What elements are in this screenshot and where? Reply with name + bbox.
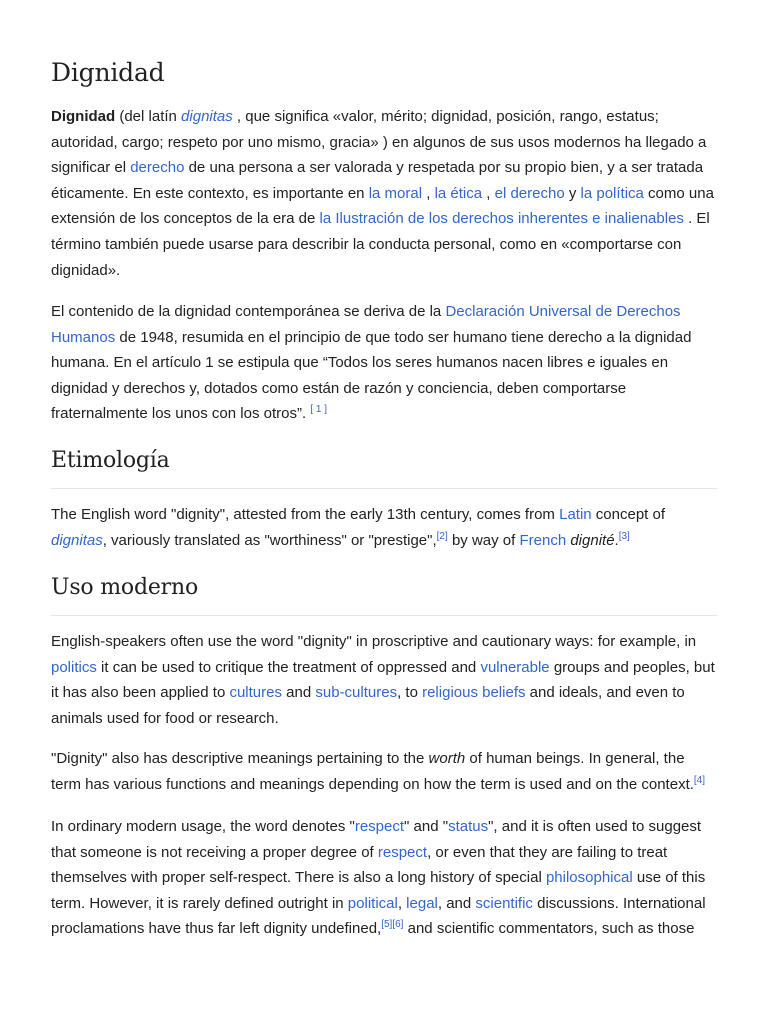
uso-paragraph-2 — [51, 746, 717, 797]
link-political[interactable]: political — [347, 894, 398, 912]
link-la-politica[interactable]: la política — [580, 184, 644, 202]
text: concept of — [591, 506, 666, 523]
etimologia-paragraph — [51, 502, 717, 553]
ref-link-2[interactable]: [2] — [436, 530, 448, 542]
link-dignitas-2[interactable] — [51, 532, 103, 549]
text: de una persona a ser valorada y respetada por su propio bien, y a ser tratada éticamente. En este contexto, es importante en — [51, 159, 704, 202]
link-sub-cultures[interactable]: sub-cultures — [315, 684, 398, 702]
text: , variously translated as "worthiness" or "prestige", — [102, 531, 437, 549]
text: by way of — [447, 531, 520, 549]
text: ", and it is often used to suggest that someone is not receiving a proper degree of — [51, 818, 702, 861]
text: and scientific commentators, such as those — [403, 920, 695, 938]
text: of human beings. In general, the term has various functions and meanings depending on how the term is used and on the context. — [51, 750, 694, 793]
link-la-moral[interactable]: la moral — [368, 184, 423, 202]
uso-paragraph-1 — [51, 629, 717, 731]
text: and ideals, and even to animals used for food or research. — [51, 684, 685, 727]
link-el-derecho[interactable]: el derecho — [494, 184, 565, 202]
ref-link-4[interactable]: [4] — [693, 774, 706, 786]
link-vulnerable[interactable]: vulnerable — [480, 658, 550, 676]
text: English-speakers often use the word "dignity" in proscriptive and cautionary ways: for example, in — [51, 633, 697, 650]
text: In ordinary modern usage, the word denotes " — [51, 818, 355, 835]
heading-uso-moderno: Uso moderno — [51, 573, 717, 616]
link-latin[interactable]: Latin — [559, 506, 592, 523]
reference-2 — [437, 531, 448, 542]
text: como una extensión de los conceptos de la era de — [51, 184, 714, 228]
reference-1 — [310, 404, 327, 415]
bold-term: Dignidad — [51, 108, 116, 125]
link-cultures[interactable]: cultures — [229, 684, 282, 702]
text: use of this term. However, it is rarely defined outright in — [51, 869, 706, 912]
link-french[interactable]: French — [519, 531, 567, 549]
text: , — [397, 894, 407, 912]
intro-paragraph-1 — [51, 104, 717, 283]
link-scientific[interactable]: scientific — [475, 894, 533, 912]
link-dignitas[interactable] — [181, 108, 233, 125]
ref-link-1[interactable]: [ 1 ] — [310, 404, 327, 416]
link-status[interactable]: status — [448, 818, 489, 835]
link-politics[interactable]: politics — [51, 658, 97, 676]
text: and — [282, 684, 316, 702]
reference-5-6 — [381, 919, 403, 930]
text: El contenido de la dignidad contemporánea se deriva de la — [51, 303, 446, 320]
italic-term: worth — [428, 750, 466, 767]
text: , — [422, 184, 435, 202]
text: . El término también puede usarse para describir la conducta personal, como en «comportarse con dignidad». — [51, 210, 710, 279]
link-label: dignitas — [181, 108, 233, 125]
link-label: dignitas — [51, 531, 103, 549]
text: y — [564, 184, 581, 202]
text: , que significa «valor, mérito; dignidad, posición, rango, estatus; autoridad, cargo; respeto por uno mismo, gracia» ) en algunos de sus usos modernos ha llegado a significar el — [51, 108, 707, 177]
ref-link-5-6[interactable]: [5][6] — [381, 919, 404, 931]
text: it can be used to critique the treatment of oppressed and — [96, 658, 481, 676]
uso-paragraph-3 — [51, 814, 717, 942]
link-religious-beliefs[interactable]: religious beliefs — [422, 684, 526, 702]
text: " and " — [404, 818, 449, 835]
link-ilustracion[interactable]: la Ilustración de los derechos inherentes e inalienables — [319, 210, 684, 228]
text: , to — [397, 684, 423, 702]
text: groups and peoples, but it has also been applied to — [51, 658, 715, 702]
text: de 1948, resumida en el principio de que todo ser humano tiene derecho a la dignidad humana. En el artículo 1 se estipula que “Todos los seres humanos nacen libres e iguales en dignidad y derechos y, dotados como están de razón y conciencia, deben comportarse fraternalmente los unos con los otros”. — [51, 328, 692, 423]
text: , — [482, 184, 495, 202]
link-respect-2[interactable]: respect — [377, 843, 428, 861]
link-la-etica[interactable]: la ética — [434, 184, 483, 202]
text: , and — [437, 894, 476, 912]
link-respect[interactable]: respect — [354, 818, 405, 835]
text: , or even that they are failing to treat themselves with proper self-respect. There is also a long history of special — [51, 843, 668, 887]
reference-3 — [619, 531, 630, 542]
intro-paragraph-2 — [51, 299, 717, 427]
link-declaracion[interactable]: Declaración Universal de Derechos Humanos — [51, 303, 681, 346]
italic-term: dignité — [570, 531, 615, 549]
text: discussions. International proclamations have thus far left dignity undefined, — [51, 894, 706, 938]
link-derecho[interactable]: derecho — [130, 159, 185, 177]
text: The English word "dignity", attested from the early 13th century, comes from — [51, 506, 560, 523]
heading-etimologia: Etimología — [51, 446, 717, 489]
ref-link-3[interactable]: [3] — [618, 530, 630, 542]
text: (del latín — [115, 108, 182, 125]
reference-4 — [694, 775, 705, 786]
page-title: Dignidad — [51, 58, 165, 87]
text: "Dignity" also has descriptive meanings pertaining to the — [51, 750, 429, 767]
link-legal[interactable]: legal — [406, 894, 438, 912]
link-philosophical[interactable]: philosophical — [545, 869, 633, 887]
text: . — [614, 531, 619, 549]
